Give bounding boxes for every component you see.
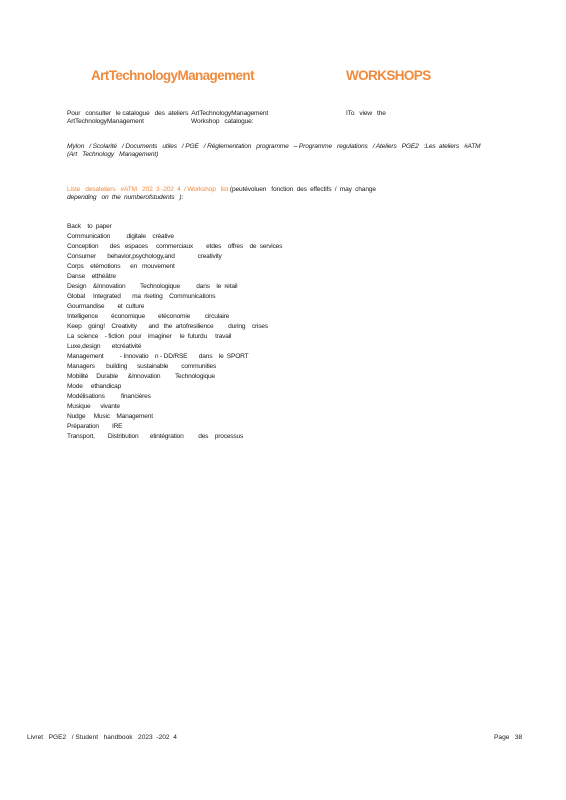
workshop-item: La science - fiction pour imaginer le futurdu travail	[67, 333, 232, 340]
title-art-technology-management: ArtTechnologyManagement	[91, 68, 254, 83]
workshop-item: Consumer behavior,psychology,and creativity	[67, 253, 222, 260]
workshop-item: Danse etthéâtre	[67, 273, 116, 280]
workshop-item: Gourmandise et culture	[67, 303, 145, 310]
workshop-item: Design &Innovation Technologique dans le retail	[67, 283, 238, 290]
workshop-list-title-line2: depending on the numberofstudents ):	[67, 194, 184, 201]
workshop-list-title	[67, 186, 497, 202]
workshop-item: Luxe,design etcréativité	[67, 343, 142, 350]
workshop-item: Communication digitale créative	[67, 233, 174, 240]
workshop-list-title-orange: Liste desateliers #ATM 202 3 -202 4 / Workshop list	[67, 186, 229, 193]
document-path: MyIon / Scolarité / Documents utiles / PGE / Réglementation programme – Programme regulations / Ateliers PGE2 :Les ateliers #ATM (Art Technology Management)	[67, 143, 484, 158]
workshop-item: Global Integrated ma rketing Communications	[67, 293, 216, 300]
workshop-item: Musique vivante	[67, 403, 120, 410]
workshop-item: Keep going! Creativity and the artofresilience during crises	[67, 323, 268, 330]
workshop-item: Nudge Music Management	[67, 413, 153, 420]
workshop-item: Corps etémotions en mouvement	[67, 263, 175, 270]
workshop-item: Conception des espaces commerciaux etdes offres de services	[67, 243, 283, 250]
intro-english-line2: Workshop catalogue:	[191, 118, 254, 125]
workshop-item: Managers building sustainable communities	[67, 363, 217, 370]
workshop-item: Management - Innovatio n - DD/RSE dans le SPORT	[67, 353, 249, 360]
workshop-list	[67, 222, 282, 442]
intro-english-line1: ITo view the	[346, 110, 386, 117]
intro-french-line2: ArtTechnologyManagement	[67, 118, 144, 125]
workshop-item: Transport, Distribution etintégration des processus	[67, 433, 244, 440]
intro-french-line1: Pour consulter le catalogue des ateliers ArtTechnologyManagement	[67, 110, 269, 117]
workshop-item: Mode ethandicap	[67, 383, 122, 390]
workshop-item: Modélisations financières	[67, 393, 151, 400]
workshop-list-title-rest: (peutévoluen fonction des effectifs / may change	[228, 186, 376, 193]
workshop-item: Intelligence économique etéconomie circulaire	[67, 313, 230, 320]
title-workshops: WORKSHOPS	[346, 68, 431, 83]
intro-english	[191, 110, 386, 126]
workshop-item: Back to paper	[67, 223, 112, 230]
footer-page-number: Page 38	[494, 734, 523, 741]
workshop-item: Préparation IRE	[67, 423, 123, 430]
footer-handbook: Livret PGE2 / Student handbook 2023 -202 4	[27, 734, 177, 741]
workshop-item: Mobilité Durable &Innovation Technologique	[67, 373, 215, 380]
